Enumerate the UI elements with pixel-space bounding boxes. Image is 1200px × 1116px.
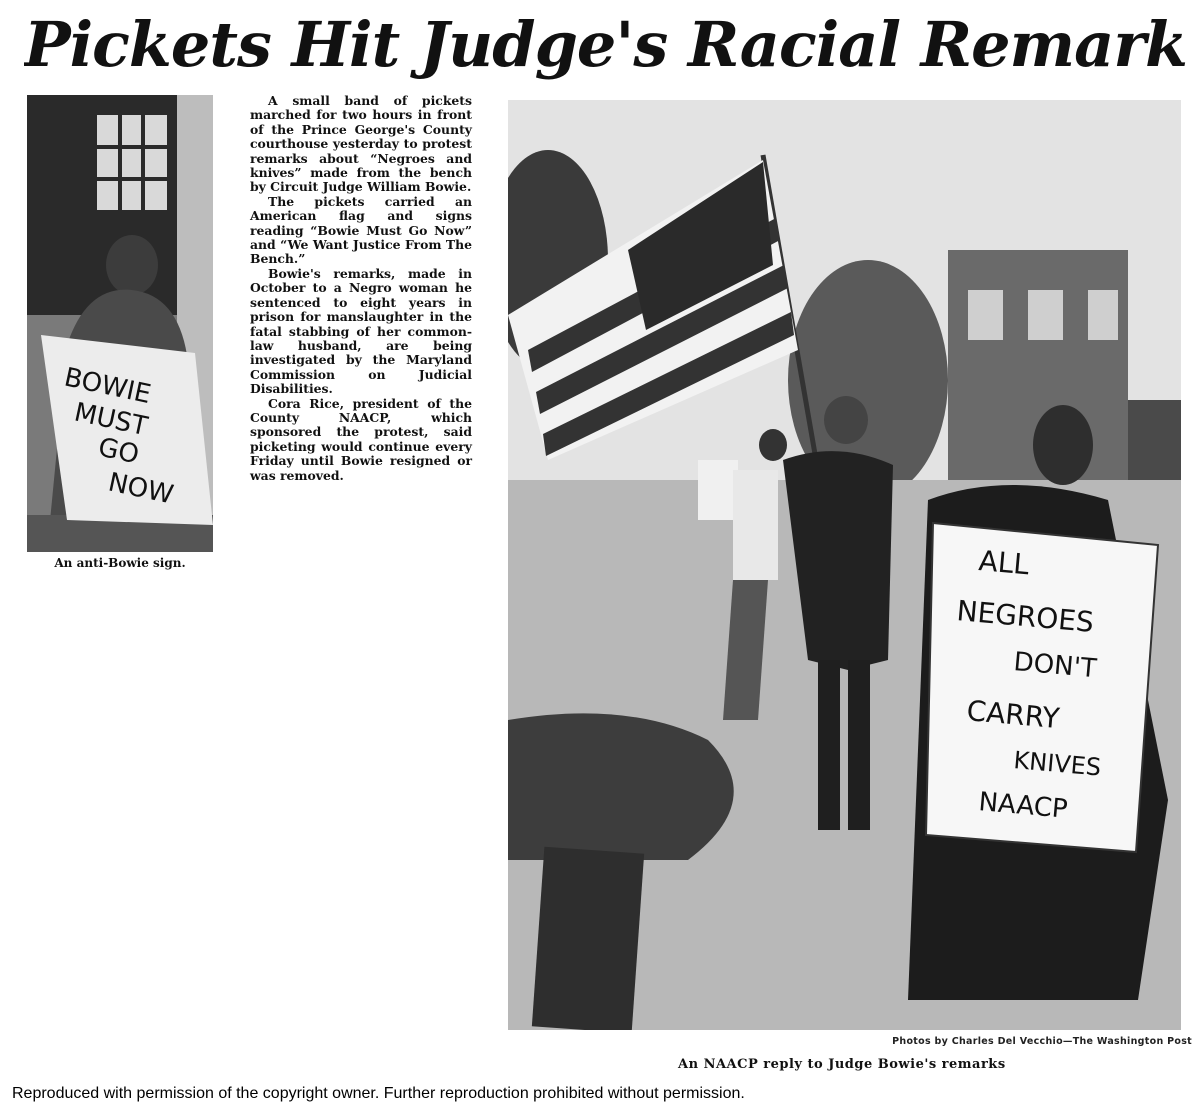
left-sign-line-4: NOW: [105, 467, 176, 511]
right-sign-line-1: ALL: [977, 544, 1031, 582]
anti-bowie-sign-photo: [27, 95, 213, 552]
article-body: [250, 94, 472, 483]
article-paragraph-4: Cora Rice, president of the County NAACP, which sponsored the protest, said picketing would continue every Friday until Bowie resigned or was removed.: [250, 395, 472, 483]
naacp-pickets-illustration: [508, 100, 1181, 1030]
left-photo-caption: An anti-Bowie sign.: [54, 556, 186, 570]
right-sign-line-5: KNIVES: [1012, 746, 1103, 782]
photo-credit: Photos by Charles Del Vecchio—The Washington Post: [892, 1036, 1192, 1047]
right-sign-line-2: NEGROES: [955, 594, 1096, 639]
right-sign-line-4: CARRY: [965, 694, 1061, 736]
left-sign-line-2: MUST: [71, 397, 151, 443]
anti-bowie-sign-illustration: [27, 95, 213, 552]
right-sign-line-6: NAACP: [977, 787, 1069, 825]
headline: Pickets Hit Judge's Racial Remark: [24, 8, 1187, 81]
left-sign-line-1: BOWIE: [61, 362, 154, 411]
naacp-pickets-photo: [508, 100, 1181, 1030]
right-sign-line-3: DON'T: [1012, 647, 1098, 685]
article-paragraph-3: Bowie's remarks, made in October to a Negro woman he sentenced to eight years in prison for manslaughter in the fatal stabbing of her common-law husband, are being investigated by the Maryland Commission on Judicial Disabilities.: [250, 265, 472, 397]
left-sign-line-3: GO: [95, 432, 142, 471]
right-photo-caption: An NAACP reply to Judge Bowie's remarks: [678, 1057, 1006, 1072]
article-paragraph-1: A small band of pickets marched for two hours in front of the Prince George's County courthouse yesterday to protest remarks about “Negroes and knives” made from the bench by Circuit Judge William Bowie.: [250, 93, 472, 195]
article-paragraph-2: The pickets carried an American flag and signs reading “Bowie Must Go Now” and “We Want Justice From The Bench.”: [250, 193, 472, 267]
copyright-notice: Reproduced with permission of the copyright owner. Further reproduction prohibited without permission.: [12, 1085, 745, 1102]
